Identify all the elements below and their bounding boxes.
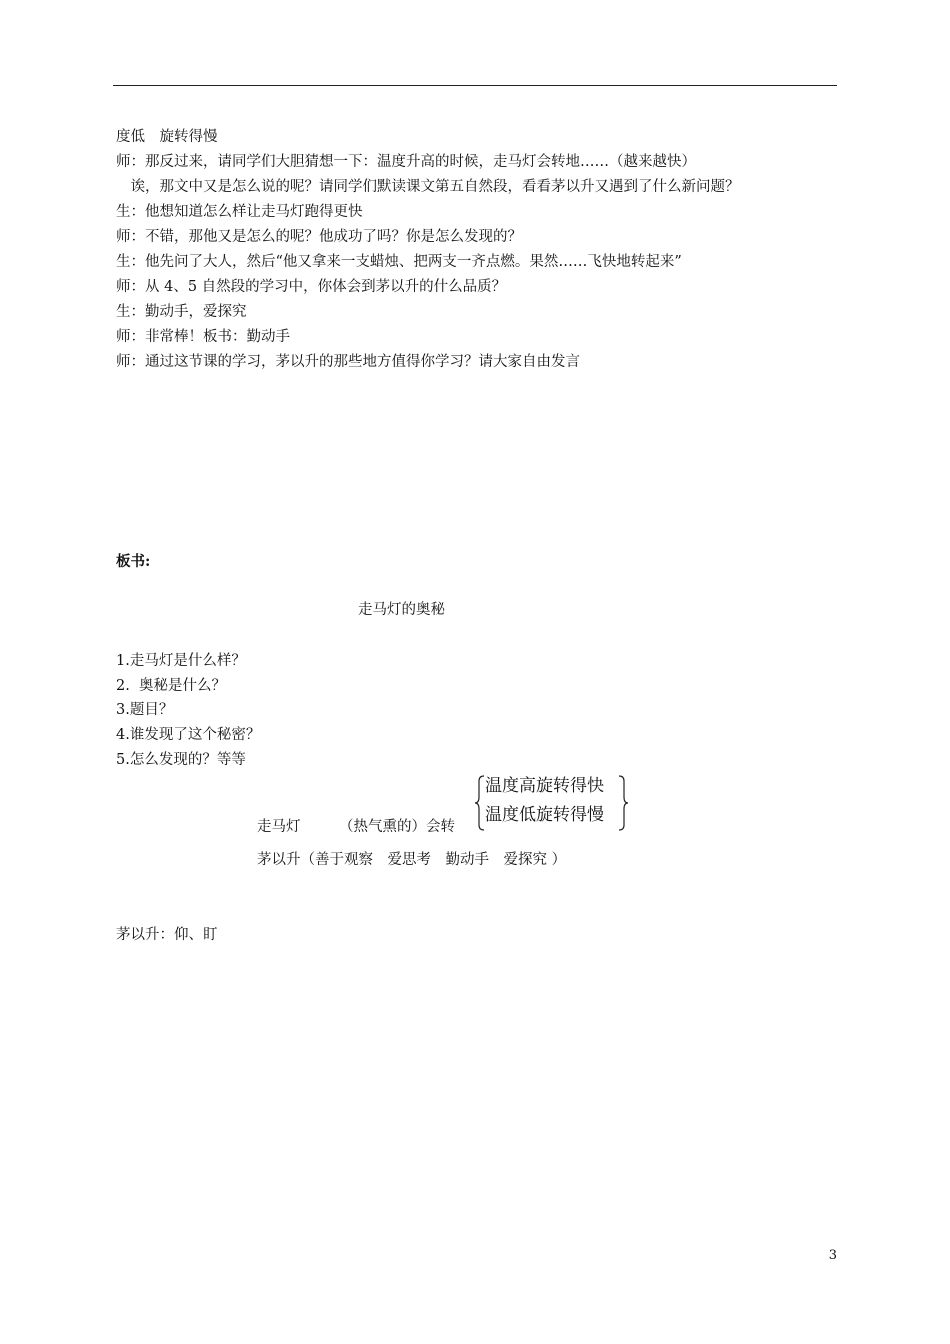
right-brace [617, 775, 629, 831]
dialogue-line: 诶，那文中又是怎么说的呢？请同学们默读课文第五自然段，看看茅以升又遇到了什么新问题？ [116, 179, 740, 195]
dialogue-line: 生：他先问了大人，然后“他又拿来一支蜡烛、把两支一齐点燃。果然……飞快地转起来” [116, 254, 682, 270]
lamp-reason: （热气熏的）会转 [339, 819, 455, 835]
board-title: 走马灯的奥秘 [358, 602, 445, 618]
board-item: 5.怎么发现的？等等 [116, 752, 246, 768]
lamp-label: 走马灯 [257, 819, 301, 835]
board-item: 2. 奥秘是什么？ [116, 678, 227, 694]
dialogue-line: 师：非常棒！板书：勤动手 [116, 329, 290, 345]
dialogue-line: 师：不错，那他又是怎么的呢？他成功了吗？你是怎么发现的？ [116, 229, 522, 245]
brace-line: 温度高旋转得快 [485, 776, 604, 796]
header-rule [113, 85, 837, 86]
dialogue-line: 师：那反过来，请同学们大胆猜想一下：温度升高的时候，走马灯会转地……（越来越快） [116, 154, 696, 170]
dialogue-line: 生：勤动手，爱探究 [116, 304, 247, 320]
board-item: 3.题目？ [116, 702, 174, 718]
footnote: 茅以升：仰、盯 [116, 927, 218, 943]
board-item: 1.走马灯是什么样？ [116, 653, 246, 669]
board-heading: 板书: [116, 553, 151, 570]
brace-line: 温度低旋转得慢 [485, 805, 604, 825]
qualities-line: 茅以升（善于观察 爱思考 勤动手 爱探究 ） [257, 852, 567, 868]
dialogue-line: 师：从 4、5 自然段的学习中，你体会到茅以升的什么品质？ [116, 279, 507, 295]
board-item: 4.谁发现了这个秘密？ [116, 727, 261, 743]
page-number: 3 [828, 1248, 837, 1263]
dialogue-line: 度低 旋转得慢 [116, 129, 218, 145]
dialogue-line: 生：他想知道怎么样让走马灯跑得更快 [116, 204, 363, 220]
dialogue-line: 师：通过这节课的学习，茅以升的那些地方值得你学习？请大家自由发言 [116, 354, 580, 370]
